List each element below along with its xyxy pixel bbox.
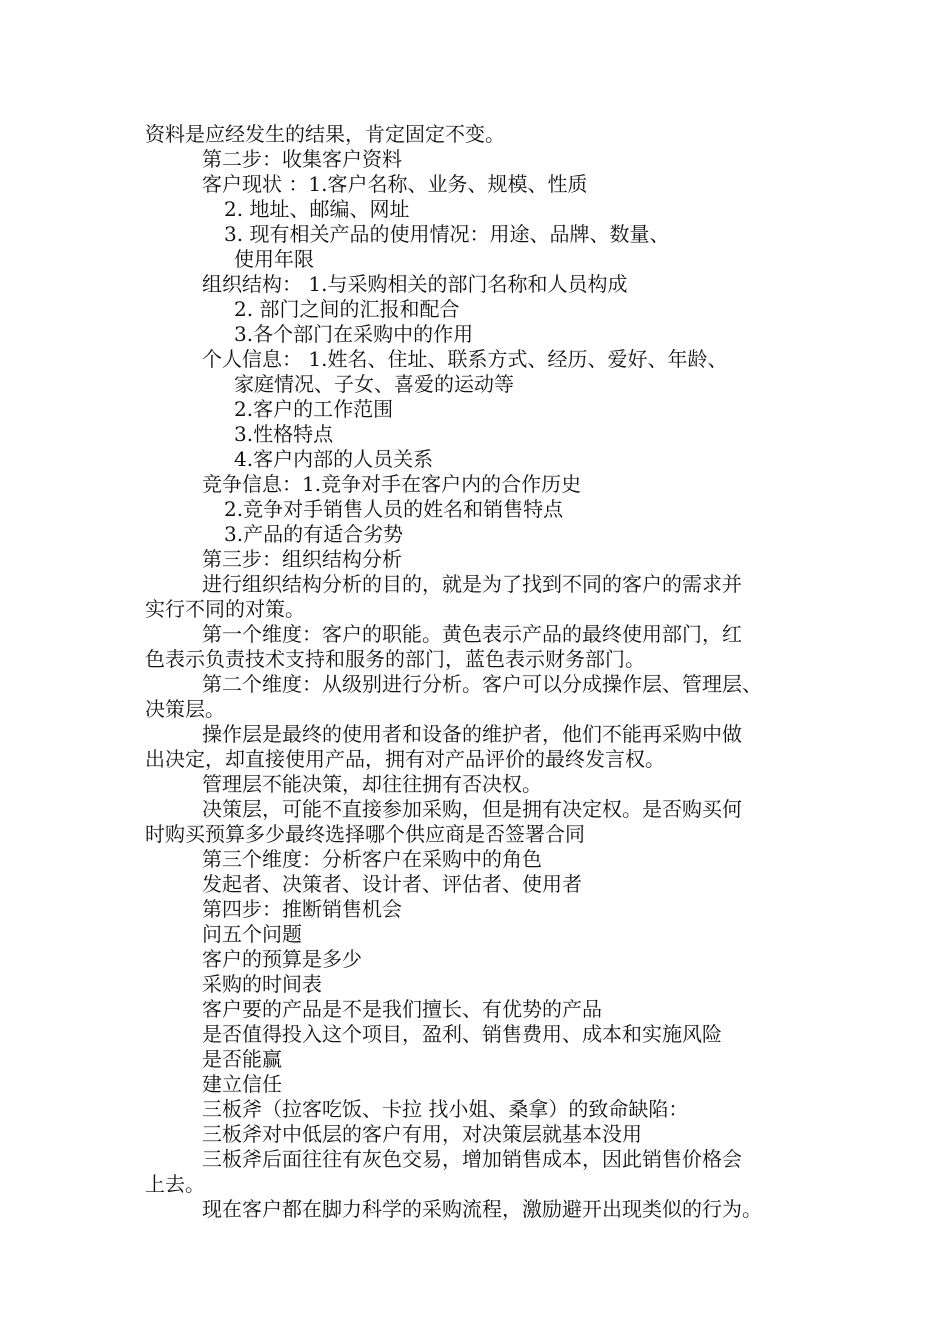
text-line: 2.竞争对手销售人员的姓名和销售特点 <box>224 497 564 521</box>
text-line: 是否能赢 <box>202 1047 282 1071</box>
text-line: 客户要的产品是不是我们擅长、有优势的产品 <box>202 997 602 1021</box>
text-line: 2. 地址、邮编、网址 <box>224 197 410 221</box>
text-line: 家庭情况、子女、喜爱的运动等 <box>234 372 514 396</box>
text-line: 个人信息： 1.姓名、住址、联系方式、经历、爱好、年龄、 <box>202 347 728 371</box>
text-line: 管理层不能决策，却往往拥有否决权。 <box>202 772 542 796</box>
text-line: 进行组织结构分析的目的，就是为了找到不同的客户的需求并 <box>202 572 742 596</box>
text-line: 采购的时间表 <box>202 972 322 996</box>
text-line: 上去。 <box>145 1172 205 1196</box>
text-line: 实行不同的对策。 <box>145 597 305 621</box>
text-line: 组织结构： 1.与采购相关的部门名称和人员构成 <box>202 272 628 296</box>
text-line: 是否值得投入这个项目，盈利、销售费用、成本和实施风险 <box>202 1022 722 1046</box>
text-line: 3.产品的有适合劣势 <box>224 522 404 546</box>
text-line: 第一个维度：客户的职能。黄色表示产品的最终使用部门，红 <box>202 622 742 646</box>
text-line: 三板斧对中低层的客户有用，对决策层就基本没用 <box>202 1122 642 1146</box>
text-line: 出决定，却直接使用产品，拥有对产品评价的最终发言权。 <box>145 747 665 771</box>
text-line: 第三个维度：分析客户在采购中的角色 <box>202 847 542 871</box>
text-line: 3. 现有相关产品的使用情况：用途、品牌、数量、 <box>224 222 670 246</box>
text-line: 三板斧（拉客吃饭、卡拉 找小姐、桑拿）的致命缺陷： <box>202 1097 689 1121</box>
text-line: 资料是应经发生的结果，肯定固定不变。 <box>145 122 505 146</box>
text-line: 3.各个部门在采购中的作用 <box>234 322 474 346</box>
text-line: 操作层是最终的使用者和设备的维护者，他们不能再采购中做 <box>202 722 742 746</box>
text-line: 2. 部门之间的汇报和配合 <box>234 297 460 321</box>
text-line: 客户的预算是多少 <box>202 947 362 971</box>
text-line: 竞争信息：1.竞争对手在客户内的合作历史 <box>202 472 582 496</box>
text-line: 2.客户的工作范围 <box>234 397 394 421</box>
text-line: 三板斧后面往往有灰色交易，增加销售成本，因此销售价格会 <box>202 1147 742 1171</box>
text-line: 问五个问题 <box>202 922 302 946</box>
text-line: 4.客户内部的人员关系 <box>234 447 434 471</box>
text-line: 3.性格特点 <box>234 422 334 446</box>
section-heading: 第二步：收集客户资料 <box>202 147 402 171</box>
text-line: 客户现状 ：1.客户名称、业务、规模、性质 <box>202 172 588 196</box>
section-heading: 第四步：推断销售机会 <box>202 897 402 921</box>
text-line: 第二个维度：从级别进行分析。客户可以分成操作层、管理层、 <box>202 672 762 696</box>
text-line: 决策层。 <box>145 697 225 721</box>
text-line: 建立信任 <box>202 1072 282 1096</box>
text-line: 使用年限 <box>234 247 314 271</box>
section-heading: 第三步：组织结构分析 <box>202 547 402 571</box>
text-line: 色表示负责技术支持和服务的部门，蓝色表示财务部门。 <box>145 647 645 671</box>
text-line: 决策层，可能不直接参加采购，但是拥有决定权。是否购买何 <box>202 797 742 821</box>
text-line: 现在客户都在脚力科学的采购流程，激励避开出现类似的行为。 <box>202 1197 762 1221</box>
text-line: 发起者、决策者、设计者、评估者、使用者 <box>202 872 582 896</box>
text-line: 时购买预算多少最终选择哪个供应商是否签署合同 <box>145 822 585 846</box>
